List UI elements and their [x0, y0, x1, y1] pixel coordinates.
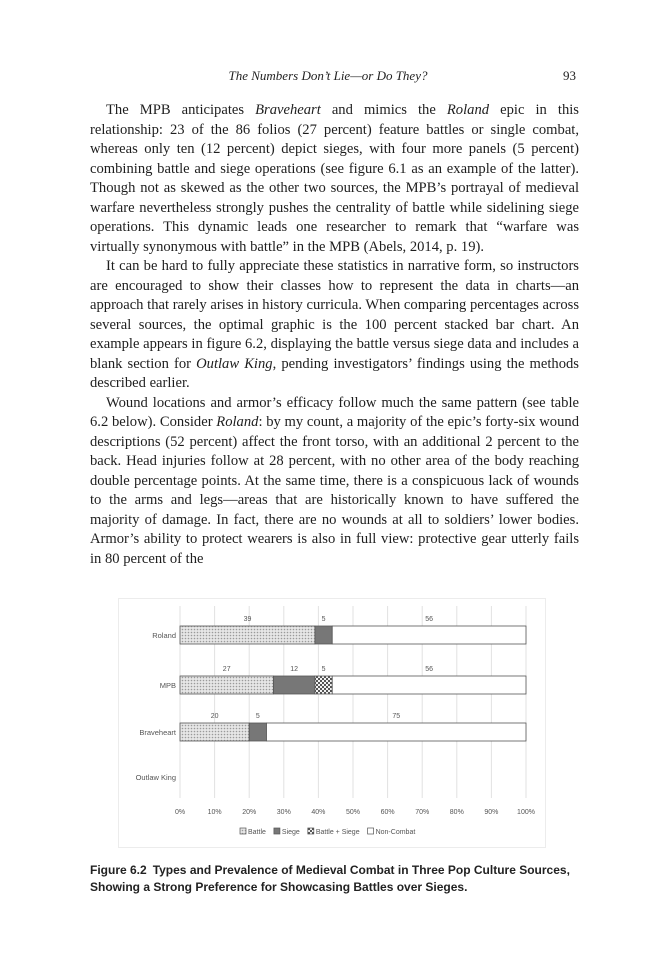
text-run: , pending investigators’ findings using the methods described earlier. [90, 355, 579, 391]
bar-segment-non-combat [332, 676, 526, 694]
legend-label: Battle + Siege [315, 829, 360, 836]
x-tick-label: 50% [345, 809, 361, 816]
legend-label: Non-Combat [375, 829, 416, 836]
x-tick-label: 80% [449, 809, 464, 816]
category-label: Outlaw King [135, 773, 176, 782]
x-tick-label: 100% [517, 809, 535, 816]
stacked-bar-chart [118, 598, 546, 848]
x-tick-label: 20% [242, 809, 257, 816]
bar-segment-battle [180, 626, 315, 644]
data-label: 56 [425, 616, 434, 623]
data-label: 75 [392, 713, 401, 720]
paragraph [90, 101, 579, 257]
legend-swatch [308, 828, 314, 834]
caption-label: Figure 6.2 [90, 863, 147, 877]
italic-title: Outlaw King [196, 355, 273, 372]
bar-segment-battle-siege [315, 676, 332, 694]
bar-segment-siege [249, 723, 266, 741]
x-tick-label: 70% [415, 809, 430, 816]
data-label: 39 [243, 616, 252, 623]
x-tick-label: 10% [207, 809, 222, 816]
data-label: 12 [290, 666, 299, 673]
x-tick-label: 30% [276, 809, 291, 816]
category-label: Braveheart [139, 728, 176, 737]
x-tick-label: 60% [380, 809, 395, 816]
data-label: 5 [321, 666, 326, 673]
data-label: 56 [425, 666, 434, 673]
bar-segment-non-combat [267, 723, 527, 741]
data-label: 5 [255, 713, 260, 720]
x-tick-label: 40% [311, 809, 326, 816]
running-head-title: The Numbers Don’t Lie—or Do They? [228, 68, 428, 83]
bar-segment-battle [180, 676, 273, 694]
bar-segment-siege [315, 626, 332, 644]
text-run: The MPB anticipates [106, 102, 256, 118]
text-run: It can be hard to fully appreciate these statistics in narrative form, so instructors are encouraged to show their classes how to represent the data in charts—an approach that rarely arises in history curricula. When comparing percentages across several sources, the optimal graphic is the 100 percent stacked bar chart. An example appears in figure 6.2, displaying the battle versus siege data and includes a blank section for [90, 258, 579, 372]
x-tick-label: 90% [484, 809, 499, 816]
bar-segment-battle [180, 723, 249, 741]
text-run: Wound locations and armor’s efficacy follow much the same pattern (see table 6.2 below). Consider [90, 394, 579, 430]
legend-swatch [274, 828, 280, 834]
category-label: MPB [159, 681, 176, 690]
text-run: : by my count, a majority of the epic’s forty-six wound descriptions (52 percent) affect the front torso, with an additional 2 percent to the back. Head injuries follow at 28 percent, with no other area of the body reaching double percentage points. At the same time, there is a conspicuous lack of wounds to the arms and legs—areas that are historically known to have suffered the majority of damage. In fact, there are no wounds at all to soldiers’ lower bodies. Armor’s ability to protect wearers is also in full view: protective gear utterly fails in 80 percent of the [90, 414, 579, 567]
italic-title: Braveheart [255, 102, 321, 118]
text-run: and mimics the [320, 102, 447, 118]
data-label: 27 [222, 666, 231, 673]
legend-swatch [368, 828, 374, 834]
italic-title: Roland [446, 102, 490, 118]
legend-swatch [240, 828, 246, 834]
body-text [90, 101, 579, 569]
bar-segment-siege [273, 676, 315, 694]
category-label: Roland [152, 631, 176, 640]
legend-label: Siege [281, 829, 300, 836]
figure-6-2-chart [118, 598, 546, 848]
italic-title: Roland [216, 414, 259, 430]
figure-caption [90, 862, 579, 896]
page-number: 93 [563, 68, 576, 83]
data-label: 20 [210, 713, 219, 720]
text-run: epic in this relationship: 23 of the 86 folios (27 percent) feature battles or single combat, whereas only ten (12 percent) depict sieges, with four more panels (5 percent) combining battle and siege operations (see figure 6.1 as an example of the latter). Though not as skewed as the other two sources, the MPB’s portrayal of medieval warfare nevertheless strongly pushes the centrality of battle while sidelining siege operations. This dynamic leads one researcher to remark that “warfare was virtually synonymous with battle” in the MPB (Abels, 2014, p. 19). [90, 102, 579, 255]
paragraph [90, 394, 579, 570]
data-label: 5 [321, 616, 326, 623]
legend-label: Battle [248, 829, 266, 836]
paragraph [90, 257, 579, 394]
caption-text: Types and Prevalence of Medieval Combat in Three Pop Culture Sources, Showing a Strong Preference for Showcasing Battles over Sieges. [90, 863, 570, 894]
bar-segment-non-combat [332, 626, 526, 644]
x-tick-label: 0% [174, 809, 186, 816]
